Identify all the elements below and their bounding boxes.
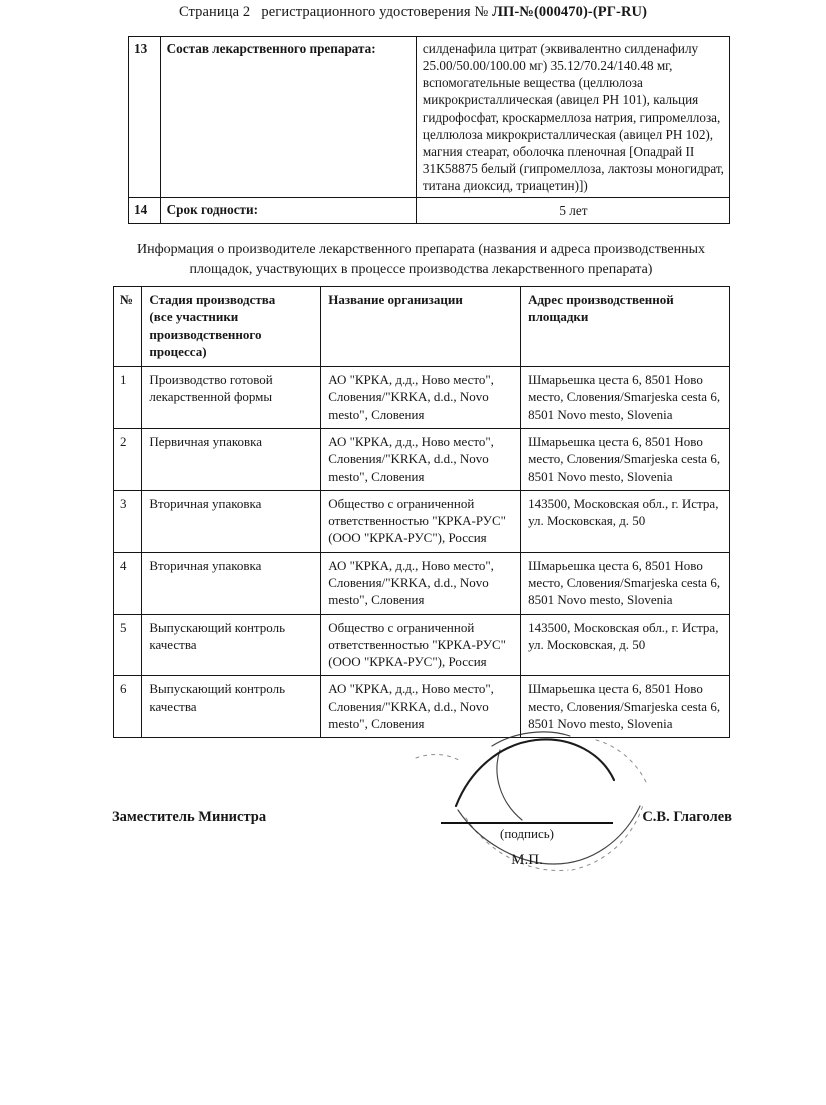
cell-address: Шмарьешка цеста 6, 8501 Ново место, Словения/Smarjeska cesta 6, 8501 Novo mesto, Slovenia (521, 552, 730, 614)
table-row (114, 428, 730, 490)
row-label-composition: Состав лекарственного препарата: (160, 37, 416, 198)
intro-line-2: участвующих в процессе производства лекарственного препарата) (255, 262, 653, 278)
composition-line: микрокристаллическая (авицел PH 101), кальция (422, 92, 699, 108)
intro-line-1: Информация о производителе лекарственного препарата (названия и адреса производственных площадок, (136, 242, 706, 278)
cell-organization: Общество с ограниченной ответственностью "КРКА-РУС" (ООО "КРКА-РУС"), Россия (321, 614, 521, 676)
column-header-address: Адрес производственной площадки (521, 287, 730, 367)
column-header-stage (142, 287, 321, 367)
stage-header-line-2: (все участники (149, 309, 239, 325)
composition-line: 31К58875 белый (гипромеллоза, лактозы моногидрат, (422, 161, 724, 177)
table-header-row (114, 287, 730, 367)
cell-stage: Выпускающий контроль качества (142, 676, 321, 738)
cell-stage: Вторичная упаковка (142, 552, 321, 614)
signer-title: Заместитель Министра (112, 809, 267, 825)
certificate-label: регистрационного удостоверения № (261, 4, 489, 20)
stamp-mark-label: М.П. (511, 852, 543, 868)
column-header-organization: Название организации (321, 287, 521, 367)
composition-line: магния стеарат, оболочка пленочная [Опадрай II (422, 143, 695, 159)
composition-line: силденафила цитрат (эквивалентно силденафилу (422, 41, 699, 56)
cell-organization: АО "КРКА, д.д., Ново место", Словения/"KRKA, d.d., Novo mesto", Словения (321, 428, 521, 490)
composition-line: вспомогательные вещества (целлюлоза (422, 75, 643, 91)
table-row (114, 367, 730, 429)
cell-stage: Первичная упаковка (142, 428, 321, 490)
composition-line: 25.00/50.00/100.00 мг) 35.12/70.24/140.48 мг, (422, 58, 673, 74)
row-number-13: 13 (129, 37, 161, 198)
row-value-shelf-life: 5 лет (416, 198, 729, 223)
composition-line: целлюлоза микрокристаллическая (авицел PH 102), (422, 126, 714, 142)
table-row (114, 676, 730, 738)
cell-organization: АО "КРКА, д.д., Ново место", Словения/"KRKA, d.d., Novo mesto", Словения (321, 367, 521, 429)
cell-organization: АО "КРКА, д.д., Ново место", Словения/"KRKA, d.d., Novo mesto", Словения (321, 676, 521, 738)
cell-address: 143500, Московская обл., г. Истра, ул. Московская, д. 50 (521, 614, 730, 676)
table-row (114, 614, 730, 676)
cell-stage: Производство готовой лекарственной формы (142, 367, 321, 429)
manufacturer-table (113, 286, 730, 738)
row-number-14: 14 (129, 198, 161, 223)
signer-name: С.В. Глаголев (642, 809, 732, 825)
page-header (0, 4, 826, 21)
cell-address: Шмарьешка цеста 6, 8501 Ново место, Словения/Smarjeska cesta 6, 8501 Novo mesto, Slovenia (521, 428, 730, 490)
cell-number: 2 (114, 428, 142, 490)
cell-stage: Выпускающий контроль качества (142, 614, 321, 676)
cell-number: 4 (114, 552, 142, 614)
composition-line: титана диоксид, триацетин)]) (422, 178, 588, 194)
composition-line: гидрофосфат, кроскармеллоза натрия, гипромеллоза, (422, 109, 721, 125)
stage-header-line-1: Стадия производства (149, 292, 276, 307)
cell-organization: Общество с ограниченной ответственностью "КРКА-РУС" (ООО "КРКА-РУС"), Россия (321, 490, 521, 552)
column-header-number: № (114, 287, 142, 367)
signature-line (441, 822, 613, 824)
specification-table (128, 36, 730, 224)
manufacturer-info-intro (113, 240, 729, 281)
cell-organization: АО "КРКА, д.д., Ново место", Словения/"KRKA, d.d., Novo mesto", Словения (321, 552, 521, 614)
cell-number: 6 (114, 676, 142, 738)
cell-address: 143500, Московская обл., г. Истра, ул. Московская, д. 50 (521, 490, 730, 552)
row-label-shelf-life: Срок годности: (160, 198, 416, 223)
cell-address: Шмарьешка цеста 6, 8501 Ново место, Словения/Smarjeska cesta 6, 8501 Novo mesto, Slovenia (521, 676, 730, 738)
row-value-composition (416, 37, 729, 198)
table-row (114, 490, 730, 552)
cell-number: 5 (114, 614, 142, 676)
cell-number: 3 (114, 490, 142, 552)
stage-header-line-4: процесса) (149, 343, 207, 359)
table-row-shelf-life (129, 198, 730, 223)
table-row-composition (129, 37, 730, 198)
page-number-label: Страница 2 (178, 4, 251, 20)
handwritten-signature-icon (396, 710, 696, 900)
registration-number: ЛП-№(000470)-(РГ-RU) (492, 4, 648, 20)
cell-address: Шмарьешка цеста 6, 8501 Ново место, Словения/Smarjeska cesta 6, 8501 Novo mesto, Slovenia (521, 367, 730, 429)
stage-header-line-3: производственного (149, 326, 262, 342)
table-row (114, 552, 730, 614)
signature-caption: (подпись) (500, 826, 554, 841)
cell-number: 1 (114, 367, 142, 429)
signature-block (0, 800, 826, 910)
cell-stage: Вторичная упаковка (142, 490, 321, 552)
